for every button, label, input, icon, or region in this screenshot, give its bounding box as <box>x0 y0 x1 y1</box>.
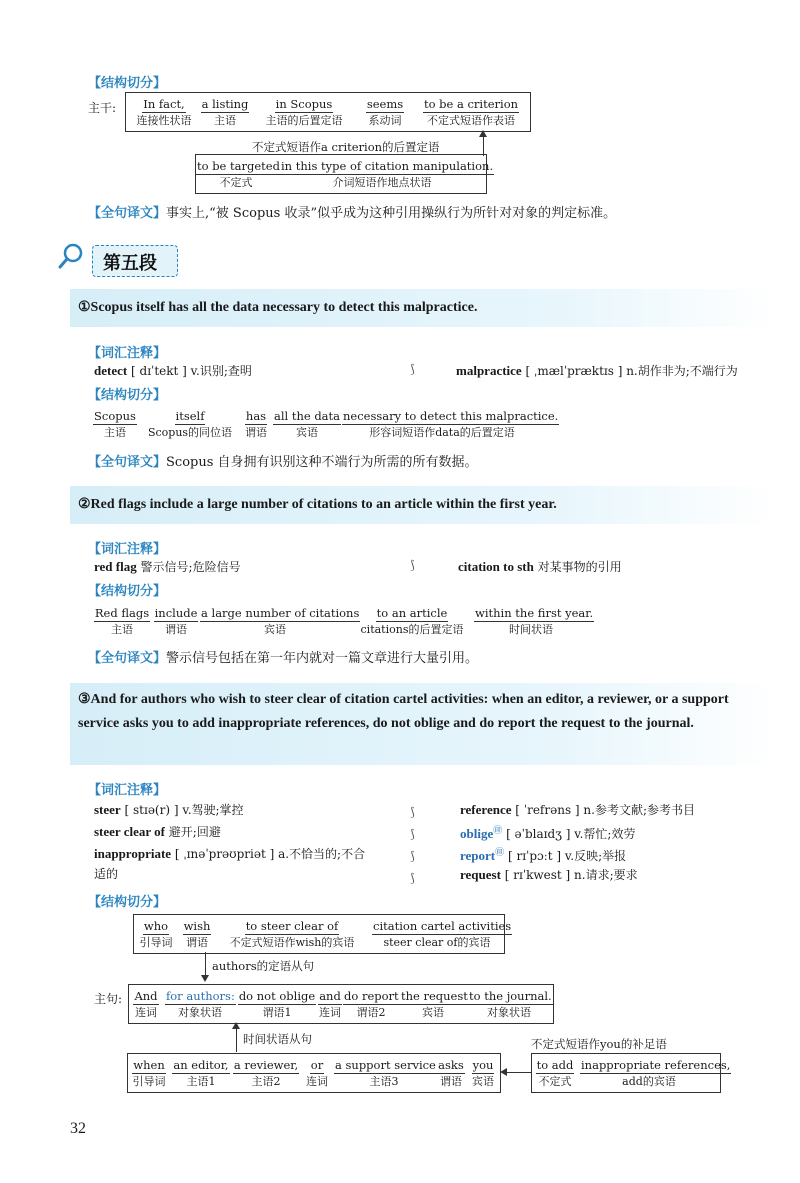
connector-line <box>483 136 484 156</box>
separator: ⟆ <box>410 362 415 376</box>
page-number: 32 <box>70 1120 86 1137</box>
struct-cell: within the first year. 时间状语 <box>475 606 594 636</box>
complement-note: 不定式短语作you的补足语 <box>531 1037 667 1051</box>
struct-cell: a support service 主语3 <box>335 1058 436 1088</box>
struct-cell: and 连词 <box>319 989 341 1019</box>
struct-cell: to steer clear of 不定式短语作wish的宾语 <box>229 919 355 949</box>
trunk-cell: In fact, 连接性状语 <box>136 97 192 127</box>
struct-cell: or 连词 <box>306 1058 328 1088</box>
vocab-detect: detect [ dɪˈtekt ] v.识别;查明 <box>94 363 252 378</box>
struct-cell: do report 谓语2 <box>344 989 399 1019</box>
struct-cell: the request 宾语 <box>401 989 468 1019</box>
struct-cell: for authors: 对象状语 <box>166 989 235 1019</box>
trunk-cell: in Scopus 主语的后置定语 <box>265 97 343 127</box>
struct-cell: when 引导词 <box>132 1058 166 1088</box>
vocab-steer: steer [ stɪə(r) ] v.驾驶;掌控 <box>94 802 244 817</box>
sentence-2: ②Red flags include a large number of citations to an article within the first year. <box>78 497 557 512</box>
connector-line <box>205 952 206 976</box>
connector-line <box>236 1028 237 1052</box>
separator: ⟆ ⟆ ⟆ ⟆ <box>410 805 415 885</box>
vocab-malpractice: malpractice [ ˌmælˈpræktɪs ] n.胡作非为;不端行为 <box>456 363 738 378</box>
trunk-cell: seems 系动词 <box>366 97 404 127</box>
structure-label: 【结构切分】 <box>88 76 167 91</box>
section-title: 第五段 <box>103 253 157 274</box>
struct-cell: you 宾语 <box>472 1058 494 1088</box>
struct-cell: Scopus 主语 <box>94 409 136 439</box>
struct-cell: has 谓语 <box>245 409 267 439</box>
sentence-3: ③And for authors who wish to steer clear of citation cartel activities: when an editor, a reviewer, or a support service asks you to add inappropriate references, do not oblige and do report the request to the journal. <box>78 692 729 731</box>
struct-cell: do not oblige 谓语1 <box>238 989 316 1019</box>
struct-cell: a reviewer, 主语2 <box>233 1058 299 1088</box>
vocab-oblige: oblige㊞ [ əˈblaɪdʒ ] v.帮忙;效劳 <box>460 826 636 841</box>
sentence-1: ①Scopus itself has all the data necessary to detect this malpractice. <box>78 300 478 315</box>
translation-3: 【全句译文】警示信号包括在第一年内就对一篇文章进行大量引用。 <box>88 651 479 666</box>
vocab-inappropriate-cont: 适的 <box>94 867 119 881</box>
struct-cell: inappropriate references, add的宾语 <box>581 1058 731 1088</box>
vocab-report: report㊞ [ rɪˈpɔːt ] v.反映;举报 <box>460 848 627 863</box>
structure-label: 【结构切分】 <box>88 388 167 403</box>
trunk-cell: to be a criterion 不定式短语作表语 <box>423 97 519 127</box>
relative-clause-note: authors的定语从句 <box>212 959 315 973</box>
vocab-request: request [ rɪˈkwest ] n.请求;要求 <box>460 867 638 882</box>
vocab-label: 【词汇注释】 <box>88 346 167 361</box>
sub-cell: to be targeted 不定式 <box>197 159 280 189</box>
time-clause-note: 时间状语从句 <box>243 1032 312 1046</box>
separator: ⟆ <box>410 558 415 572</box>
struct-cell: wish 谓语 <box>183 919 211 949</box>
struct-cell: all the data 宾语 <box>273 409 341 439</box>
main-clause-label: 主句: <box>94 992 123 1006</box>
arrow-down-icon <box>201 975 209 982</box>
vocab-inappropriate: inappropriate [ ˌɪnəˈprəʊpriət ] a.不恰当的;不合 <box>94 846 366 861</box>
struct-cell: who 引导词 <box>139 919 173 949</box>
structure-label: 【结构切分】 <box>88 895 167 910</box>
vocab-reference: reference [ ˈrefrəns ] n.参考文献;参考书目 <box>460 802 695 817</box>
struct-cell: And 连词 <box>134 989 158 1019</box>
connector-line <box>507 1072 531 1073</box>
struct-cell: asks 谓语 <box>438 1058 464 1088</box>
sub-cell: in this type of citation manipulation. 介词短语作地点状语 <box>281 159 494 189</box>
struct-cell: citation cartel activities steer clear of的宾语 <box>373 919 512 949</box>
vocab-steer-clear-of: steer clear of 避开;回避 <box>94 824 221 839</box>
struct-cell: to the journal. 对象状语 <box>469 989 552 1019</box>
struct-cell: itself Scopus的同位语 <box>147 409 233 439</box>
vocab-citation-to-sth: citation to sth 对某事物的引用 <box>458 559 622 574</box>
struct-cell: an editor, 主语1 <box>173 1058 229 1088</box>
struct-cell: include 谓语 <box>154 606 198 636</box>
translation-1: 【全句译文】事实上,“被 Scopus 收录”似乎成为这种引用操纵行为所针对对象的判定标准。 <box>88 206 617 221</box>
arrow-left-icon <box>500 1068 507 1076</box>
struct-cell: necessary to detect this malpractice. 形容词短语作data的后置定语 <box>343 409 559 439</box>
vocab-label: 【词汇注释】 <box>88 542 167 557</box>
struct-cell: Red flags 主语 <box>94 606 150 636</box>
magnifier-icon <box>58 243 84 269</box>
vocab-label: 【词汇注释】 <box>88 783 167 798</box>
struct-cell: to an article citations的后置定语 <box>360 606 464 636</box>
main-trunk-label: 主干: <box>88 101 117 115</box>
structure-label: 【结构切分】 <box>88 584 167 599</box>
struct-cell: to add 不定式 <box>536 1058 574 1088</box>
trunk-cell: a listing 主语 <box>201 97 249 127</box>
infinitive-note: 不定式短语作a criterion的后置定语 <box>252 140 440 154</box>
struct-cell: a large number of citations 宾语 <box>201 606 360 636</box>
vocab-red-flag: red flag 警示信号;危险信号 <box>94 559 241 574</box>
translation-2: 【全句译文】Scopus 自身拥有识别这种不端行为所需的所有数据。 <box>88 455 478 470</box>
